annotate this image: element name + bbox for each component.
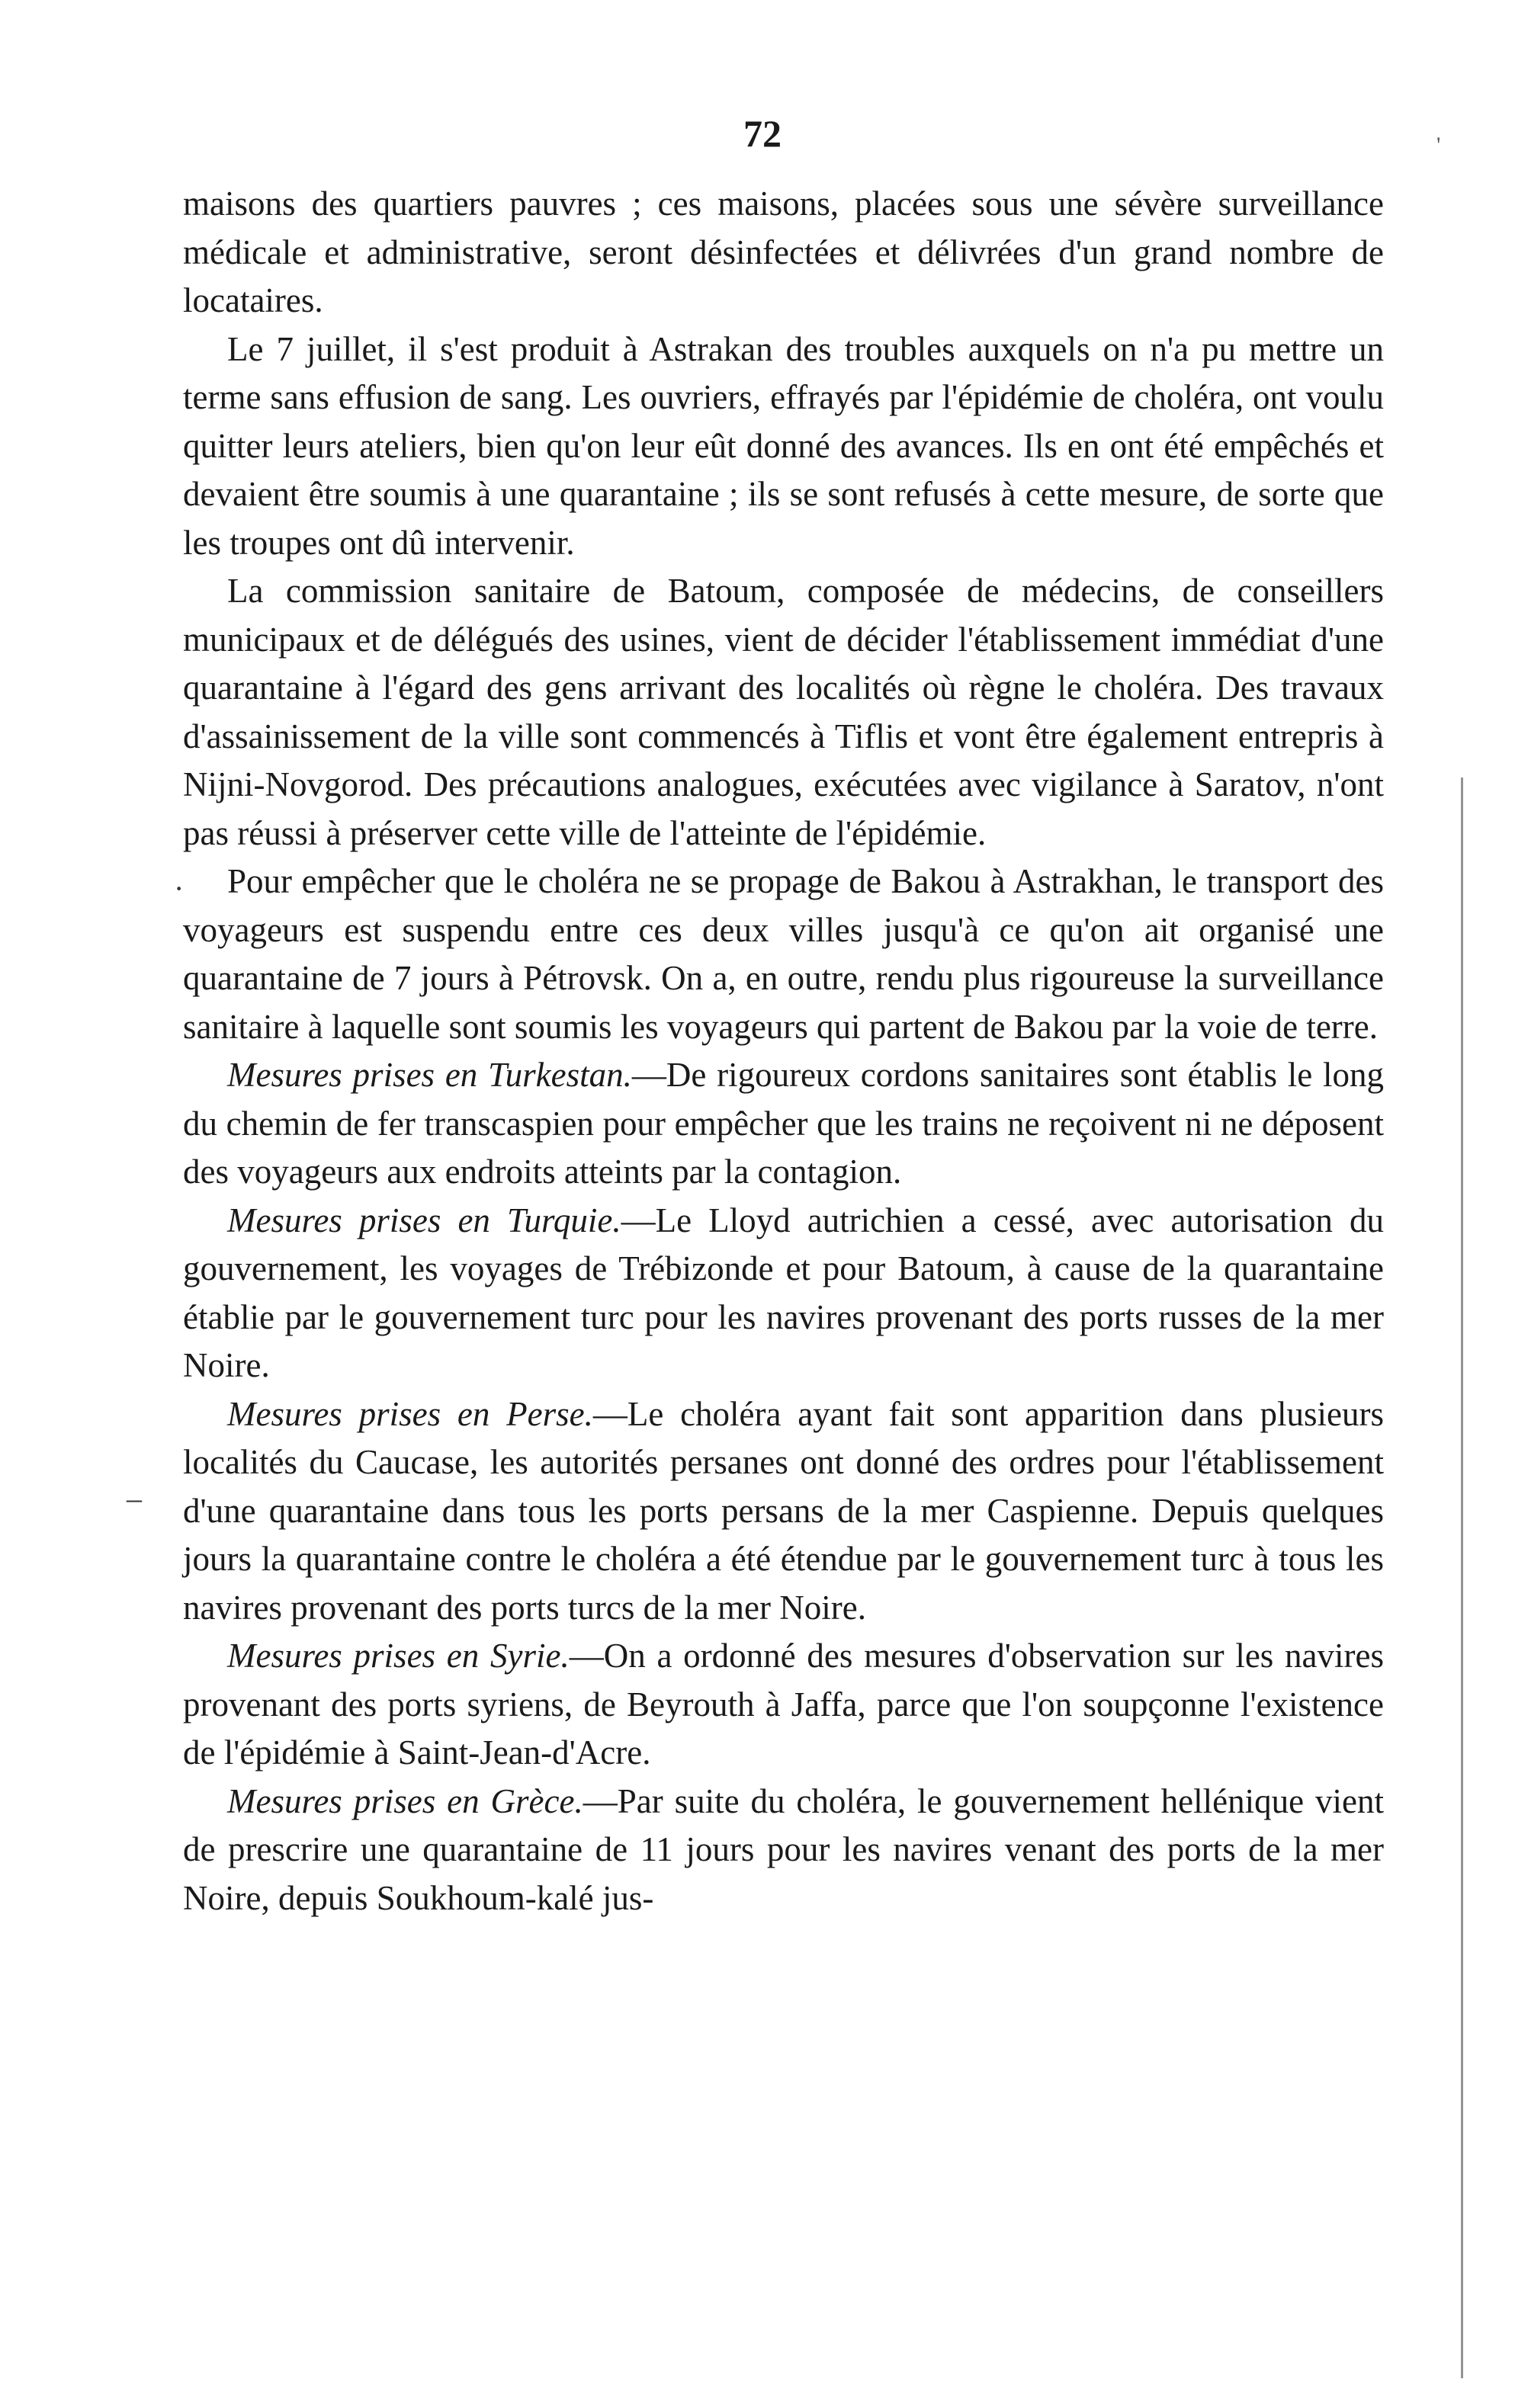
paragraph-1-text: maisons des quartiers pauvres ; ces maisons, placées sous une sévère surveillance médicale et administrative, seront désinfectées et délivrées d'un grand nombre de locataires. <box>183 184 1384 319</box>
paragraph-turquie <box>183 1197 1384 1390</box>
paragraph-perse-text: —Le choléra ayant fait sont apparition dans plusieurs localités du Caucase, les autorités persanes ont donné des ordres pour l'établissement d'une quarantaine dans tous les ports persans de la mer Caspienne. Depuis quelques jours la quarantaine contre le choléra a été étendue par le gouvernement turc à tous les navires provenant des ports turcs de la mer Noire. <box>183 1394 1384 1627</box>
paragraph-3-text: La commission sanitaire de Batoum, composée de médecins, de conseillers municipaux et de délégués des usines, vient de décider l'établissement immédiat d'une quarantaine à l'égard des gens arrivant des localités où règne le choléra. Des travaux d'assainissement de la ville sont commencés à Tiflis et vont être également entrepris à Nijni-Novgorod. Des précautions analogues, exécutées avec vigilance à Saratov, n'ont pas réussi à préserver cette ville de l'atteinte de l'épidémie. <box>183 572 1384 852</box>
section-heading-grece: Mesures prises en Grèce. <box>227 1781 583 1820</box>
paragraph-1 <box>183 180 1384 325</box>
paragraph-perse <box>183 1390 1384 1633</box>
scan-tick-mark: ' <box>1436 133 1441 158</box>
paragraph-turquie-text: —Le Lloyd autrichien a cessé, avec autorisation du gouvernement, les voyages de Trébizonde et pour Batoum, à cause de la quarantaine établie par le gouvernement turc pour les navires provenant des ports russes de la mer Noire. <box>183 1201 1384 1384</box>
paragraph-2-text: Le 7 juillet, il s'est produit à Astrakan des troubles auxquels on n'a pu mettre un terme sans effusion de sang. Les ouvriers, effrayés par l'épidémie de choléra, ont voulu quitter leurs ateliers, bien qu'on leur eût donné des avances. Ils en ont été empêchés et devaient être soumis à une quarantaine ; ils se sont refusés à cette mesure, de sorte que les troupes ont dû intervenir. <box>183 329 1384 562</box>
paragraph-syrie-text: —On a ordonné des mesures d'observation sur les navires provenant des ports syriens, de Beyrouth à Jaffa, parce que l'on soupçonne l'existence de l'épidémie à Saint-Jean-d'Acre. <box>183 1637 1384 1772</box>
paragraph-turkestan <box>183 1051 1384 1197</box>
body-text <box>183 180 1384 1922</box>
section-heading-turkestan: Mesures prises en Turkestan. <box>227 1056 632 1094</box>
paragraph-turkestan-text: —De rigoureux cordons sanitaires sont établis le long du chemin de fer transcaspien pour empêcher que les trains ne reçoivent ni ne déposent des voyageurs aux endroits atteints par la contagion. <box>183 1056 1384 1191</box>
section-heading-perse: Mesures prises en Perse. <box>227 1394 593 1433</box>
paragraph-3 <box>183 567 1384 858</box>
page-number: 72 <box>743 112 782 155</box>
scan-edge-line <box>1461 778 1463 2378</box>
paragraph-2 <box>183 325 1384 568</box>
section-heading-turquie: Mesures prises en Turquie. <box>227 1201 621 1239</box>
paragraph-grece-text: —Par suite du choléra, le gouvernement hellénique vient de prescrire une quarantaine de 11 jours pour les navires venant des ports de la mer Noire, depuis Soukhoum-kalé jus- <box>183 1781 1384 1917</box>
paragraph-syrie <box>183 1632 1384 1778</box>
section-heading-syrie: Mesures prises en Syrie. <box>227 1637 570 1675</box>
paragraph-4 <box>183 858 1384 1051</box>
paragraph-4-text: Pour empêcher que le choléra ne se propage de Bakou à Astrakhan, le transport des voyageurs est suspendu entre ces deux villes jusqu'à ce qu'on ait organisé une quarantaine de 7 jours à Pétrovsk. On a, en outre, rendu plus rigoureuse la surveillance sanitaire à laquelle sont soumis les voyageurs qui partent de Bakou par la voie de terre. <box>183 862 1384 1046</box>
margin-dash-mark: – <box>127 1481 142 1515</box>
paragraph-grece <box>183 1778 1384 1923</box>
margin-bullet-mark: · <box>174 871 185 906</box>
